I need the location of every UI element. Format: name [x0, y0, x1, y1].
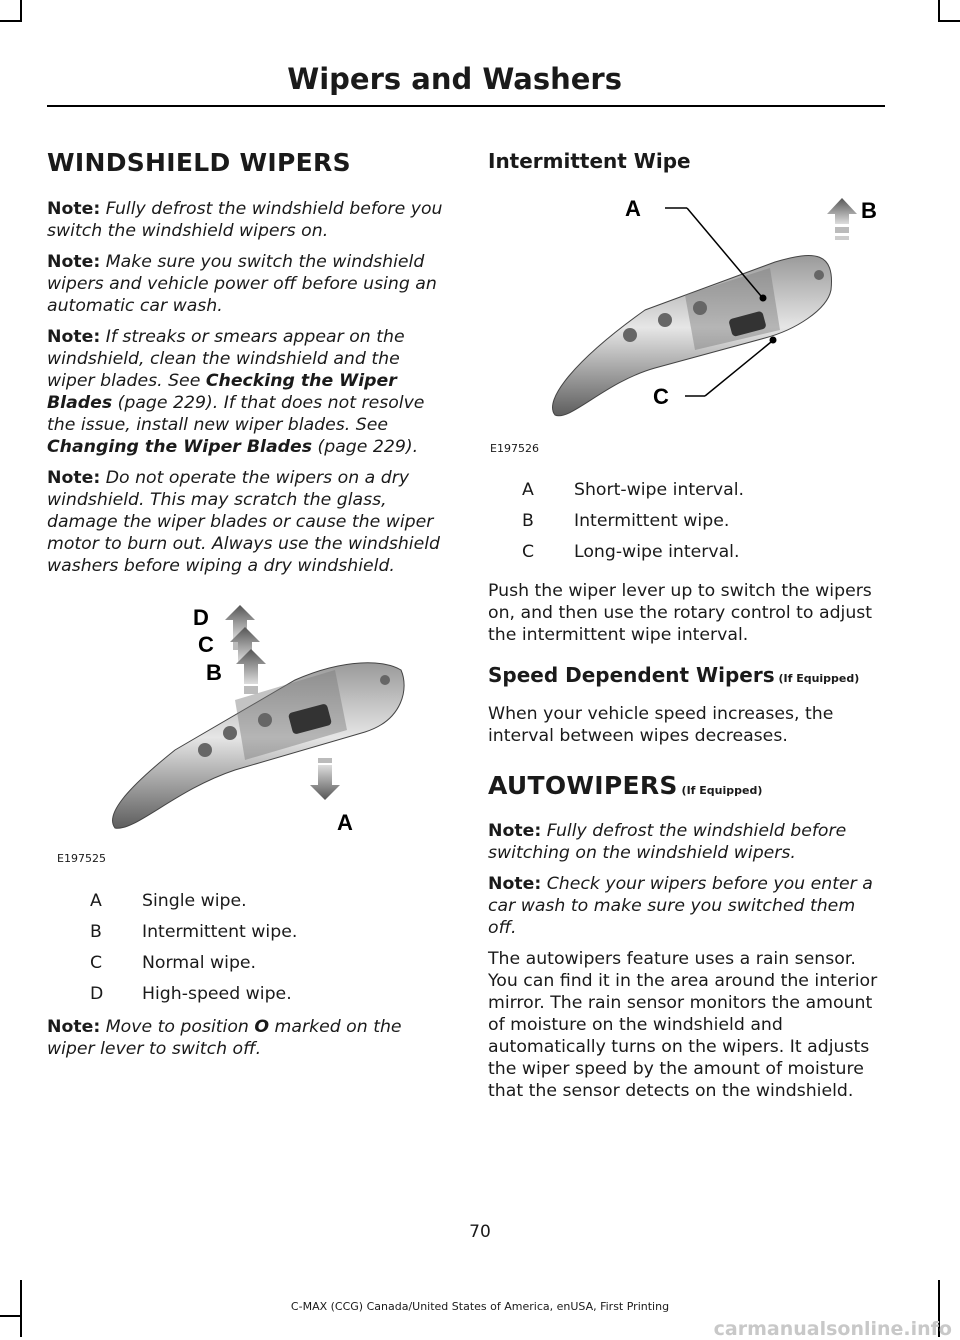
callout-label: C: [198, 632, 214, 657]
paragraph: The autowipers feature uses a rain sensor. You can find it in the area around the interior mirror. The rain sensor monitors the amount of moisture on the windshield and automatically turns on the wipers. It adjusts the wiper speed by the amount of moisture that the sensor detects on the windshield.: [488, 949, 878, 1101]
crop-mark: [0, 1315, 22, 1317]
crop-mark: [20, 0, 22, 22]
note: Note: Move to position O marked on the wiper lever to switch off.: [47, 1017, 402, 1059]
paragraph: Push the wiper lever up to switch the wipers on, and then use the rotary control to adjust the intermittent wipe interval.: [488, 581, 873, 645]
figure-code: E197525: [57, 852, 106, 865]
page-number: 70: [469, 1222, 491, 1242]
callout-label: A: [337, 810, 353, 835]
left-column: [47, 148, 447, 577]
subsection-heading: Intermittent Wipe: [488, 149, 691, 173]
cross-reference-link[interactable]: Checking the Wiper Blades: [47, 371, 397, 413]
cross-reference-link[interactable]: Changing the Wiper Blades: [47, 437, 312, 457]
arrow-up-icon: [827, 198, 857, 240]
crop-mark: [938, 20, 960, 22]
callout-label: C: [653, 384, 669, 409]
intermittent-wipe-figure: [535, 190, 895, 430]
watermark: carmanualsonline.info: [713, 1318, 952, 1340]
right-column: [488, 580, 888, 1102]
paragraph: When your vehicle speed increases, the interval between wipes decreases.: [488, 704, 834, 746]
header-rule: [47, 105, 885, 107]
intermittent-wipe-illustration: [535, 190, 895, 430]
note: Note: Do not operate the wipers on a dry windshield. This may scratch the glass, damage the wiper blades or cause the wiper motor to burn out. Always use the windshield washers before wiping a dry windshield.: [47, 468, 440, 576]
subsection-heading: Speed Dependent Wipers (If Equipped): [488, 663, 860, 687]
arrow-down-icon: [310, 758, 340, 800]
figure-code: E197526: [490, 442, 539, 455]
wiper-lever-figure: [85, 600, 415, 840]
crop-mark: [0, 20, 22, 22]
callout-label: B: [206, 660, 222, 685]
note: Note: If streaks or smears appear on the windshield, clean the windshield and the wiper blades. See Checking the Wiper Blades (page 229). If that does not resolve the issue, install new wiper blades. See Changing the Wiper Blades (page 229).: [47, 327, 425, 457]
callout-label: A: [625, 196, 641, 221]
crop-mark: [938, 0, 940, 22]
note: Note: Fully defrost the windshield before you switch the windshield wipers on.: [47, 199, 443, 241]
note: Note: Make sure you switch the windshield wipers and vehicle power off before using an automatic car wash.: [47, 252, 437, 316]
note: Note: Fully defrost the windshield before switching on the windshield wipers.: [488, 821, 847, 863]
section-heading: WINDSHIELD WIPERS: [47, 148, 351, 177]
wiper-lever-illustration: [85, 600, 415, 840]
callout-label: D: [193, 605, 209, 630]
section-heading: AUTOWIPERS (If Equipped): [488, 771, 763, 800]
footer-text: C-MAX (CCG) Canada/United States of America, enUSA, First Printing: [290, 1300, 670, 1313]
left-column-bottom: [47, 1016, 447, 1060]
page-title: Wipers and Washers: [287, 62, 622, 96]
callout-label: B: [861, 198, 877, 223]
note: Note: Check your wipers before you enter a car wash to make sure you switched them off.: [488, 874, 873, 938]
